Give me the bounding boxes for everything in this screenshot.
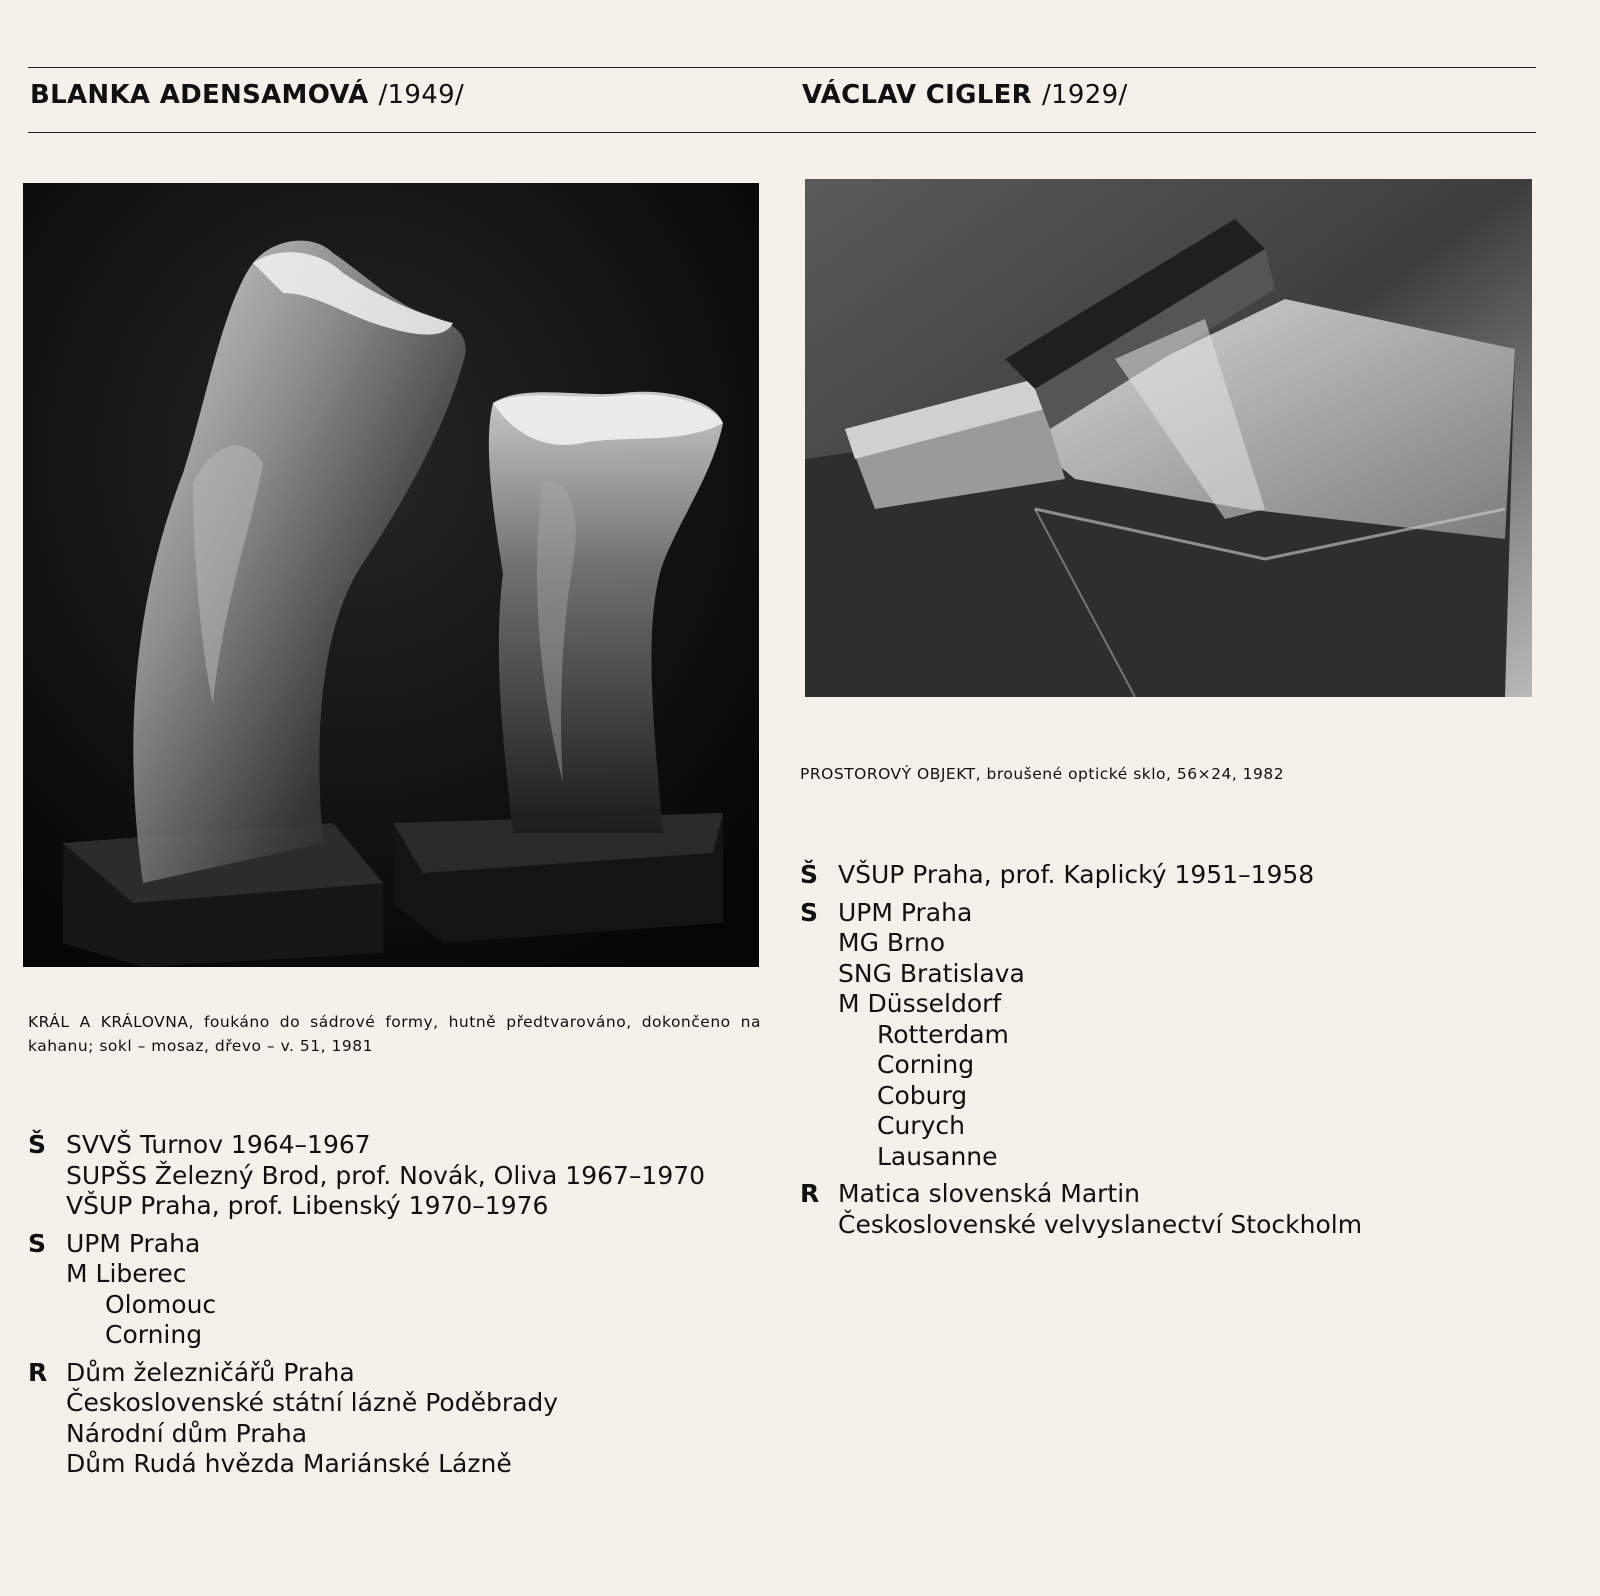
section-key: Š — [28, 1130, 47, 1159]
list-item: SVVŠ Turnov 1964–1967 — [66, 1130, 371, 1159]
left-collections-section — [28, 1229, 788, 1351]
left-education-section — [28, 1130, 788, 1222]
left-artist-name: BLANKA ADENSAMOVÁ — [30, 80, 369, 110]
list-item: Corning — [877, 1050, 975, 1079]
section-key: R — [800, 1179, 820, 1208]
left-artwork-caption: KRÁL A KRÁLOVNA, foukáno do sádrové formy, hutně předtvarováno, dokončeno na kahanu; sokl – mosaz, dřevo – v. 51, 1981 — [28, 1013, 761, 1055]
section-key: S — [28, 1228, 47, 1258]
right-artist-header — [802, 80, 1128, 110]
right-collections-section — [800, 898, 1540, 1173]
list-item: Dům Rudá hvězda Mariánské Lázně — [66, 1449, 512, 1478]
list-item: Corning — [105, 1320, 203, 1349]
right-artwork-photo — [805, 179, 1532, 697]
right-biography — [800, 860, 1540, 1247]
top-rule — [28, 67, 1536, 68]
list-item: Československé státní lázně Poděbrady — [66, 1388, 559, 1417]
right-artist-name: VÁCLAV CIGLER — [802, 80, 1033, 110]
list-item: Coburg — [877, 1080, 968, 1110]
list-item: SUPŠS Železný Brod, prof. Novák, Oliva 1967–1970 — [66, 1160, 706, 1190]
left-artist-header — [30, 80, 464, 110]
list-item: Olomouc — [105, 1289, 217, 1319]
left-artist-years: /1949/ — [378, 80, 465, 110]
list-item: Lausanne — [877, 1141, 998, 1171]
right-artist-years: /1929/ — [1042, 80, 1128, 110]
list-item: Československé velvyslanectví Stockholm — [838, 1209, 1363, 1239]
header-bottom-rule — [28, 132, 1536, 133]
left-artwork-photo — [23, 183, 759, 967]
list-item: Curych — [877, 1111, 965, 1140]
right-realizations-section — [800, 1179, 1540, 1240]
list-item: Rotterdam — [877, 1019, 1009, 1049]
list-item: UPM Praha — [66, 1228, 201, 1258]
section-key: R — [28, 1357, 48, 1387]
list-item: MG Brno — [838, 928, 946, 957]
right-artwork-caption: PROSTOROVÝ OBJEKT, broušené optické sklo, 56×24, 1982 — [800, 765, 1285, 783]
section-key: Š — [800, 860, 819, 889]
section-key: S — [800, 897, 819, 927]
list-item: Národní dům Praha — [66, 1418, 308, 1448]
list-item: VŠUP Praha, prof. Libenský 1970–1976 — [66, 1191, 549, 1220]
list-item: M Liberec — [66, 1259, 187, 1288]
left-realizations-section — [28, 1358, 788, 1480]
list-item: VŠUP Praha, prof. Kaplický 1951–1958 — [838, 860, 1315, 889]
list-item: SNG Bratislava — [838, 958, 1025, 988]
list-item: Matica slovenská Martin — [838, 1179, 1141, 1208]
list-item: M Düsseldorf — [838, 989, 1002, 1018]
left-biography — [28, 1130, 788, 1487]
right-education-section — [800, 860, 1540, 891]
list-item: UPM Praha — [838, 897, 973, 927]
list-item: Dům železničářů Praha — [66, 1357, 355, 1387]
